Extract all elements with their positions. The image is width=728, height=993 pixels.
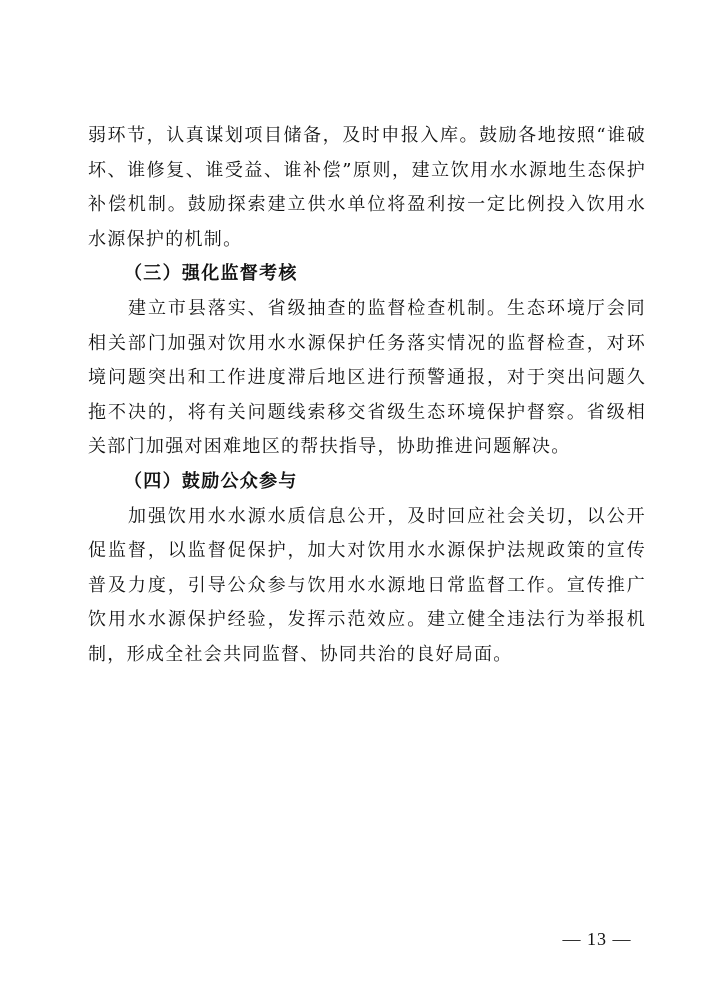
- document-body: [88, 119, 646, 673]
- paragraph-continued: 弱环节，认真谋划项目储备，及时申报入库。鼓励各地按照“谁破坏、谁修复、谁受益、谁补偿”原则，建立饮用水水源地生态保护补偿机制。鼓励探索建立供水单位将盈利按一定比例投入饮用水水源保护的机制。: [88, 125, 646, 250]
- paragraph-supervision: 建立市县落实、省级抽查的监督检查机制。生态环境厅会同相关部门加强对饮用水水源保护任务落实情况的监督检查，对环境问题突出和工作进度滞后地区进行预警通报，对于突出问题久拖不决的，将有关问题线索移交省级生态环境保护督察。省级相关部门加强对困难地区的帮扶指导，协助推进问题解决。: [88, 297, 646, 458]
- section-heading-3: （三）强化监督考核: [124, 263, 298, 285]
- page-number: — 13 —: [562, 929, 632, 949]
- paragraph-public-participation: 加强饮用水水源水质信息公开，及时回应社会关切，以公开促监督，以监督促保护，加大对饮用水水源保护法规政策的宣传普及力度，引导公众参与饮用水水源地日常监督工作。宣传推广饮用水水源保护经验，发挥示范效应。建立健全违法行为举报机制，形成全社会共同监督、协同共治的良好局面。: [88, 505, 646, 665]
- section-heading-4: （四）鼓励公众参与: [124, 470, 298, 492]
